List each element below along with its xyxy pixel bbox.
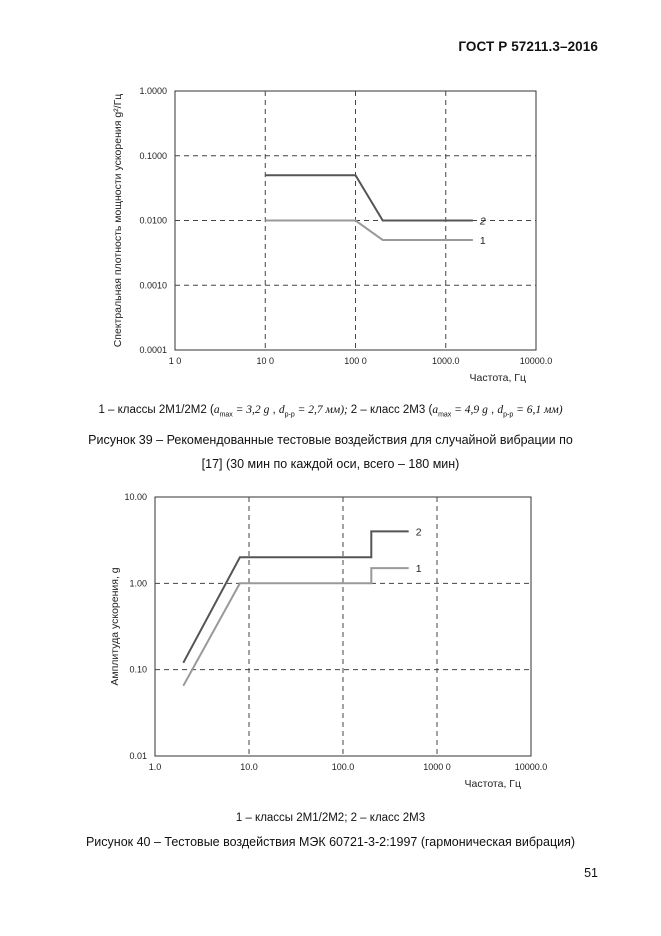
fig39-x-tick-label-2: 100 0	[344, 356, 367, 366]
legend-d-symbol: d	[278, 404, 285, 416]
fig39-x-tick-label-4: 10000.0	[519, 356, 553, 366]
fig40-series-label-1: 1	[415, 563, 422, 576]
legend-a-subscript-2: max	[438, 411, 452, 419]
fig39-y-tick-label-2: 0.0100	[139, 215, 167, 226]
fig40-x-tick-label-2: 100.0	[331, 762, 355, 772]
fig39-y-tick-label-3: 0.1000	[139, 150, 167, 161]
figure-40-caption: Рисунок 40 – Тестовые воздействия МЭК 60721-3-2:1997 (гармоническая вибрация)	[85, 835, 576, 849]
legend-item-1-a-value: = 3,2	[232, 404, 264, 416]
figure-39-caption-line-1: Рисунок 39 – Рекомендованные тестовые воздействия для случайной вибрации по	[88, 433, 573, 447]
legend-item-1-prefix: 1 – классы 2М1/2М2 (	[98, 404, 214, 416]
fig40-x-tick-label-1: 10.0	[240, 762, 258, 772]
fig40-y-tick-label-0: 0.01	[129, 751, 147, 761]
fig39-series-line-1	[265, 221, 473, 241]
legend-d-symbol-2: d	[497, 404, 504, 416]
chart-figure-40	[0, 480, 661, 800]
fig40-x-axis-label: Частота, Гц	[464, 778, 521, 790]
fig40-y-tick-label-1: 0.10	[129, 664, 147, 675]
page-number: 51	[584, 866, 598, 880]
fig39-y-tick-label-4: 1.0000	[139, 86, 167, 96]
fig39-x-tick-label-3: 1000.0	[431, 356, 460, 366]
legend-separator: ,	[269, 404, 279, 416]
legend-d-subscript-2: p-p	[503, 411, 514, 419]
legend-g-symbol: g	[263, 404, 270, 416]
fig39-series-label-1: 1	[479, 234, 486, 247]
legend-item-1-d-value: = 2,7 мм);	[294, 404, 351, 416]
fig39-x-tick-label-0: 1 0	[168, 356, 182, 366]
fig39-series-label-2: 2	[479, 215, 486, 228]
figure-40-legend: 1 – классы 2М1/2М2; 2 – класс 2М3	[235, 812, 426, 824]
chart-figure-39	[0, 0, 661, 400]
figure-39-caption-line-2: [17] (30 мин по каждой оси, всего – 180 мин)	[201, 457, 460, 471]
standard-header: ГОСТ Р 57211.3–2016	[458, 39, 598, 54]
legend-item-2-d-value: = 6,1 мм)	[513, 404, 563, 416]
fig39-y-axis-label: Спектральная плотность мощности ускорения g²/Гц	[112, 93, 124, 348]
legend-g-symbol-2: g	[482, 404, 488, 416]
fig40-series-line-2	[183, 531, 408, 662]
fig39-y-tick-label-0: 0.0001	[139, 345, 167, 355]
fig40-x-tick-label-3: 1000 0	[423, 762, 451, 772]
fig40-y-tick-label-2: 1.00	[129, 578, 147, 589]
fig40-x-tick-label-4: 10000.0	[514, 762, 548, 772]
legend-item-2-a-value: = 4,9	[451, 404, 483, 416]
legend-separator-2: ,	[487, 404, 498, 416]
legend-a-symbol-2: a	[432, 404, 439, 416]
figure-39-legend	[0, 404, 661, 418]
legend-a-subscript: max	[219, 411, 233, 419]
fig40-x-tick-label-0: 1.0	[148, 762, 162, 772]
fig40-series-label-2: 2	[415, 526, 422, 539]
fig40-series-line-1	[183, 568, 408, 686]
fig39-x-tick-label-1: 10 0	[256, 356, 275, 366]
legend-d-subscript: p-p	[284, 411, 295, 419]
fig39-y-tick-label-1: 0.0010	[139, 280, 167, 291]
fig39-x-axis-label: Частота, Гц	[469, 372, 526, 384]
legend-a-symbol: a	[213, 404, 220, 416]
fig39-series-line-2	[265, 175, 473, 220]
fig40-y-axis-label: Амплитуда ускорения, g	[109, 567, 121, 686]
fig40-y-tick-label-3: 10.00	[124, 492, 147, 502]
legend-item-2-prefix: 2 – класс 2М3 (	[350, 404, 433, 416]
